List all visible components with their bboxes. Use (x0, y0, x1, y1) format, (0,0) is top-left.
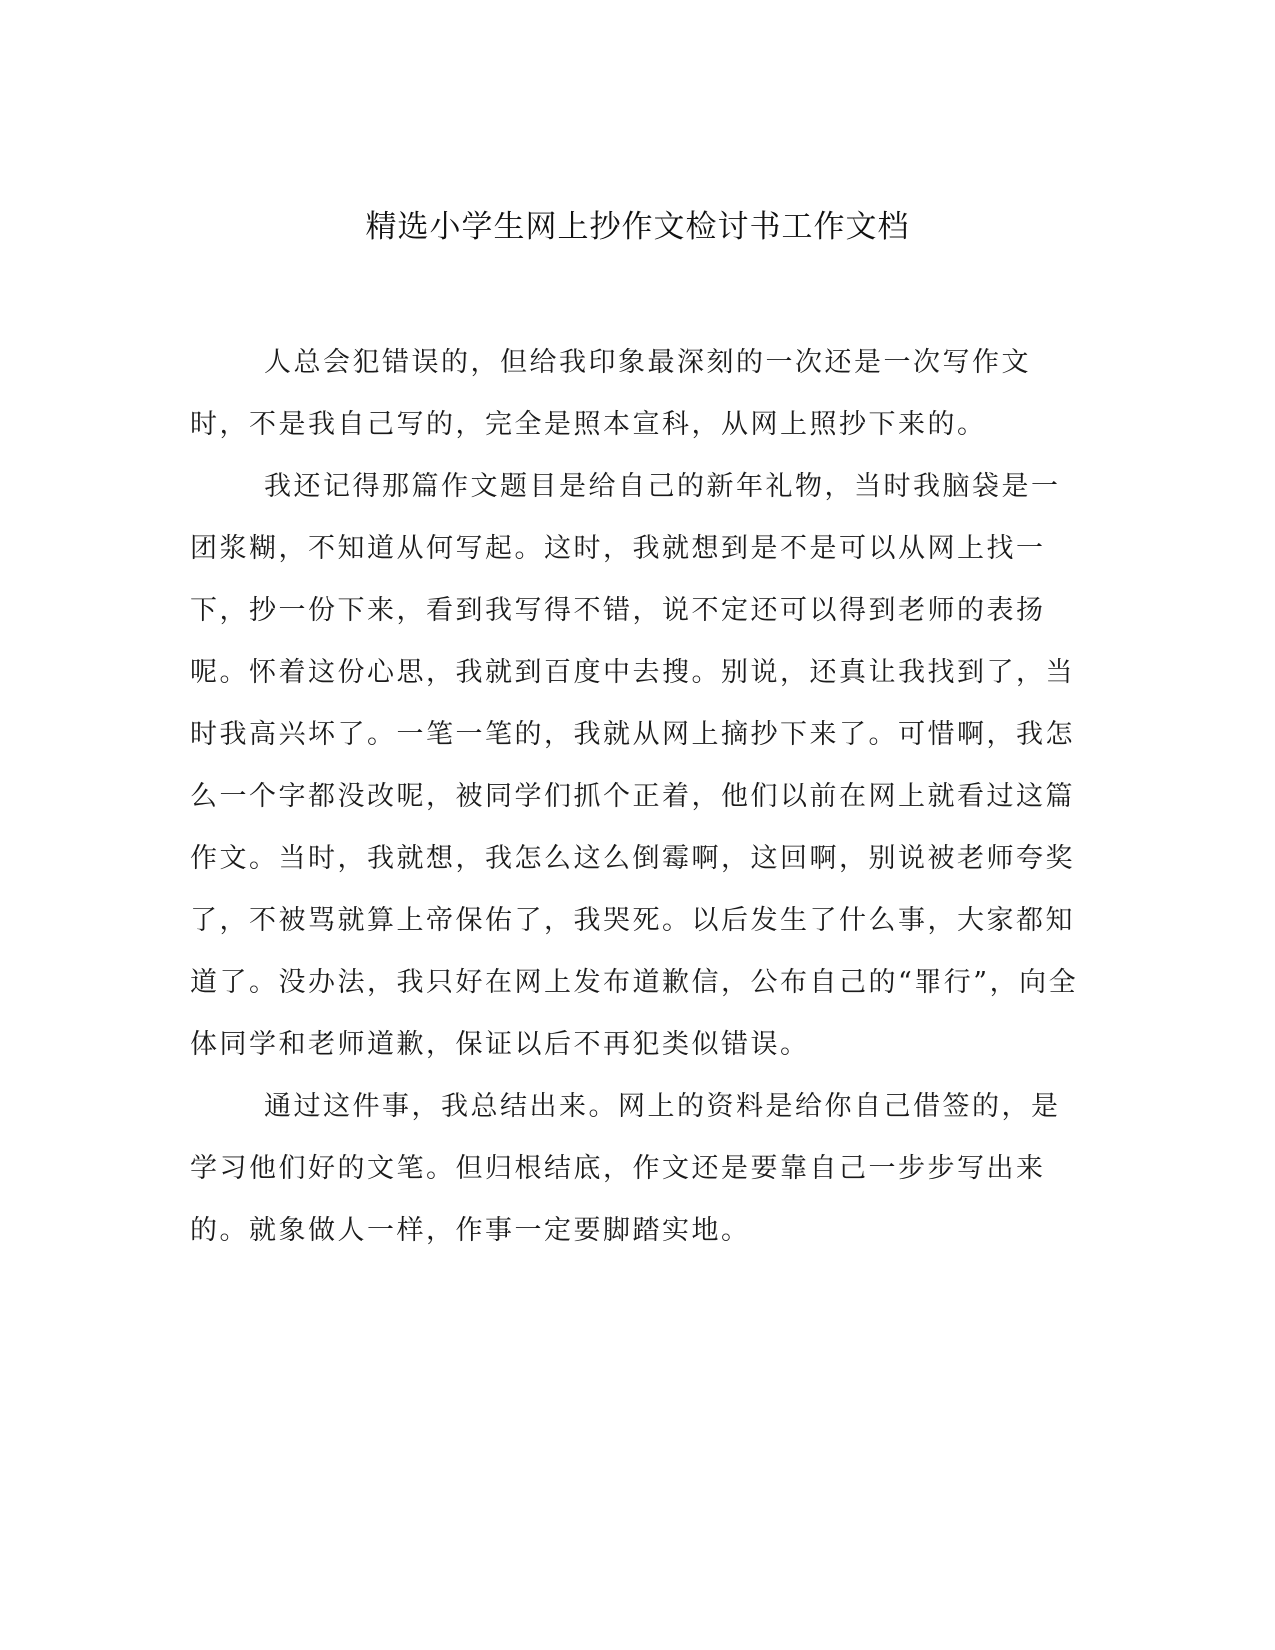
document-title: 精选小学生网上抄作文检讨书工作文档 (365, 209, 910, 245)
paragraph-2: 我还记得那篇作文题目是给自己的新年礼物，当时我脑袋是一团浆糊，不知道从何写起。这时，我就想到是不是可以从网上找一下，抄一份下来，看到我写得不错，说不定还可以得到老师的表扬呢。怀着这份心思，我就到百度中去搜。别说，还真让我找到了，当时我高兴坏了。一笔一笔的，我就从网上摘抄下来了。可惜啊，我怎么一个字都没改呢，被同学们抓个正着，他们以前在网上就看过这篇作文。当时，我就想，我怎么这么倒霉啊，这回啊，别说被老师夸奖了，不被骂就算上帝保佑了，我哭死。以后发生了什么事，大家都知道了。没办法，我只好在网上发布道歉信，公布自己的“罪行”，向全体同学和老师道歉，保证以后不再犯类似错误。 (190, 471, 1079, 1060)
paragraph-1: 人总会犯错误的，但给我印象最深刻的一次还是一次写作文时，不是我自己写的，完全是照本宣科，从网上照抄下来的。 (190, 347, 1031, 440)
document-body (190, 332, 1080, 1262)
paragraph-3: 通过这件事，我总结出来。网上的资料是给你自己借签的，是学习他们好的文笔。但归根结底，作文还是要靠自己一步步写出来的。就象做人一样，作事一定要脚踏实地。 (190, 1091, 1061, 1246)
